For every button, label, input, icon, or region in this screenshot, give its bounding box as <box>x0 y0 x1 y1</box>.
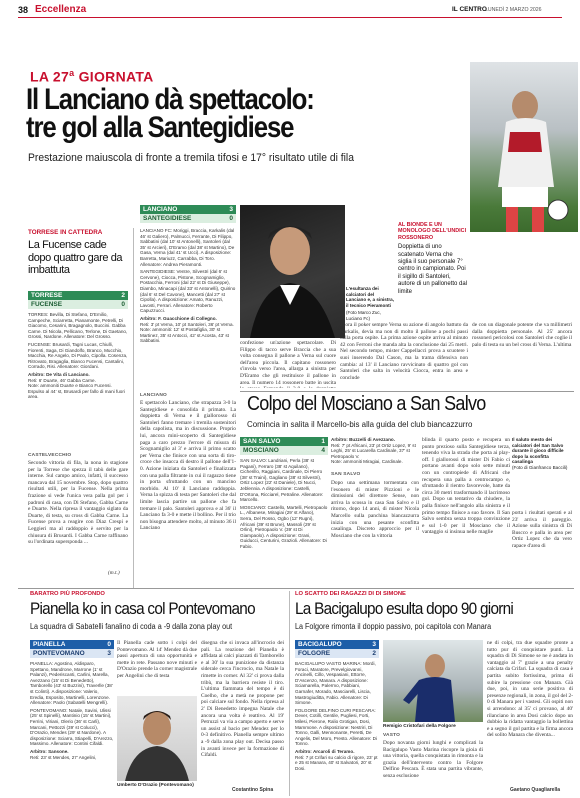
torres-row-home: TORRESE 2 <box>28 291 128 300</box>
mosciano-row-away: MOSCIANO 4 <box>240 446 328 455</box>
lanciano-scoreboard <box>140 205 236 223</box>
bacigalupo-tag: LO SCATTO DEI RAGAZZI DI DI SIMONE <box>295 591 406 597</box>
bacigalupo-scoreboard <box>295 640 379 658</box>
mosciano-body-col1: Dopo una settimana tormentata con l'esonero di mister Pizzioni e le dimissioni del direttore Sense, non arriva la scossa in casa San Salvo e il ritorno, dopo 14 anni, di mister Nicola Marcello sulla panchina biancazzurra inizia con una pesante sconfitta casalinga. Discreto approccio per il Mosciano che con la vittoria <box>331 480 419 539</box>
pianella-signature: Costantino Spina <box>232 787 274 793</box>
issue-date: LUNEDÌ 2 MARZO 2026 <box>485 7 542 13</box>
pianella-body-col1: Il Pianella cade sotto i colpi del Pontevomano. Al 14' Mendez dà due passi apertura di una opportunità e mette in rete. Passano nove minuti e D'Orazio prende la corner magistrale per Angelini che di testa <box>117 640 197 679</box>
headline-line-2: tre gol alla Santegidiese <box>26 111 294 144</box>
bacigalupo-subtitle: La Folgore rimonta il doppio passivo, poi capitola con Manara <box>295 622 492 631</box>
lanciano-body-col4: de con un diagonale potente che va millimetri dalla doppietta personale. Al 25' ancora rossoneri pericolosi con Santoleri che coglie il palo di testa su un bel cross di Verna. L'ultima <box>472 322 572 348</box>
torres-lineup: TORRES: Bevilla, Di Stefano, D'Emilio, Campeche, Sciarretta, Pianamonte, Petrelli, Di Giacomo, Cesarini, Bragagnolo, Buccini. Gabba Carne. Di Nicola, Pellicano, Terlone, Di Gaetano, Grossi, Nardone. Allenatore: Del Grosso. FUCENSE: Brusardi, Tagni Lucas, Chiulli, Fiorenti, Saga, Di Giandolfo, Branco, Mucchio, Macchia, Re Angelo, Di Paolo, Cipolla. Cosenza, Ritrovato, Bragaglia, Bianco Fucensi, Cantalini, Corrado, Risi. Allenatore: Giordani. Arbitro: De Vita di Lanciano. Reti: 6' Duarte, 46' Gabba Carne. Note: ammoniti Duarte e Bianco Fucensi. Espulso al 44' st, Brusardi per fallo di mani fuori area. <box>28 312 128 400</box>
bacigalupo-body-col1: Dopo novanta giorni lunghi e complicati la Bacigalupo Vasto Marina riscopre la gioia di una vittoria, quella conquistata in rimonta e la grazia dell'intervento contro la Folgore Delfino Pescara. È stata una partita vibrante, senza esclusione <box>383 740 483 779</box>
torres-body: Secondo vittoria di fila, la nona in stagione per la Torrese che spezza il tabù delle gare interne. Sul campo amico, infatti, il successo mancava dal 15 novembre. Stop, dopo quattro risultati utili, per la Fucense. Nella prima frazione si vede l'unica vera palla gol per i padroni di casa, con Di Stefano, Gabba Carne e Duarte. Nella ripresa il vantaggio siglato da Duarte, di testa, su cross di Gabba Carne. La Fucense prova a reagire con Diaz Crespi e Leggieri ma al raddoppio è servito per la chiusura di Brusardi. I Gabba Carne raffinano su l'ordinata supersponda ... <box>28 460 128 546</box>
headline-line-1: Il Lanciano dà spettacolo: <box>26 83 314 116</box>
lanciano-dateline: LANCIANO <box>140 393 167 398</box>
bottom-section-rule <box>18 588 574 589</box>
pianella-subtitle: La squadra di Sabatelli fanalino di coda a -9 dalla zona play out <box>30 622 233 631</box>
lanciano-body-col1: È spettacolo Lanciano, che strapazza 3-0 la Santegidiese e consolida il primato. La doppietta di Verna e il giallorosso di Santoleri fanno tremare i tremila sostenitori della capolista, ma in discussione. Proprio lui, ancora mini-scoperto di Santegidiese paga a caro prezzo l'errore di misura di Scognamiglio al 3' e arriva il primo scatto per Verna che finisce con una sorta di tiro-croce che insacca di destro il pallone dell'1-0. Azione iniziata da Santoleri e finalizzata con una palla filtrante in cui il ragazzo tiene in porta sfruttando con un mancino morbido. Al 10' il Lanciano raddoppia. Verna la spizza di testa per Santoleri che dal limite lascia partire un pallone che fa tremare il palo. Santoleri approva e al 36' il Lanciano fa 3-0 e mette il bollino. Per il trio non bisogna attendere molto, al minuto 36 il Lanciano <box>140 400 236 532</box>
torres-signature: (m.t.) <box>108 570 120 576</box>
column-divider-1 <box>133 228 134 588</box>
dorazio-photo <box>117 696 197 781</box>
lanciano-side-pullout <box>398 222 468 296</box>
mosciano-match-info: Arbitro: Buzzelli di Avezzano. Reti: 7' pt Africani, 23' pt Ortiz Lopez, 9' st Leghi, 25' st Lucarella Cardinale, 37' st Pietropaolo V. Note: ammoniti Miragiai, Cardinale. <box>331 437 416 465</box>
cristofari-photo-caption: Remigio Cristofari della Folgore <box>383 724 456 729</box>
bacigalupo-row-away: FOLGORE 2 <box>295 649 379 658</box>
pianella-scoreboard <box>30 640 114 658</box>
mosciano-scoreboard <box>240 437 328 455</box>
page-number: 38 <box>18 5 29 15</box>
mosciano-headline: Colpo del Mosciano a San Salvo <box>247 393 486 415</box>
side-pullout-tag: AL BIONDE E UN MONOLOGO DELL'UNDICI ROSSONERO <box>398 222 467 241</box>
header-rule <box>18 17 562 18</box>
main-headline <box>26 83 404 144</box>
section-name: Eccellenza <box>35 4 87 15</box>
pianella-tag: BARATRO PIÙ PROFONDO <box>30 591 105 597</box>
dorazio-photo-caption: Umberto D'Orazio (Pontevomano) <box>117 783 194 788</box>
mosciano-dateline: SAN SALVO <box>331 472 361 477</box>
bacigalupo-signature: Gaetano Quagliarella <box>510 787 561 793</box>
column-divider-bottom <box>289 591 290 796</box>
page-header <box>0 0 580 20</box>
bacigalupo-body-col2: ne di colpi, tra due squadre pronte a tutto pur di conquistare punti. La squadra di Di Simone se ne è andata in vantaggio al 7' grazie a una penalty calciata da Crifari. La squadra di casa è partita subito fortissima, prima di subire la pressione con Manara. Già due, poi, in una serie positiva di presenze regionali, in zona, il gol del 2-0 di Manara per i vastesi. Gli ospiti non si arrendono: al 35' ci provano, al 40' rilanciano in area Dosi calcio dopo un dubbio la ridatta vantaggio la bollettina e a segno il gol partita e la firma ancora del solito Manara che diventa... <box>487 640 573 739</box>
lanciano-lineup: LANCIANO FC: Moriggi, Braccia, Karkalis (dal 46' st Galiero), Palmucci, Ferrante, Di Filippo, Sabbatini (dal 10' st Antonelli), Santoleri (dal 35' st Arcieri), D'Eramo (dal 38' st Martino), De Gasa, Verna (dal 41' st Ucci). A disposizione: Barretta, Mariuzz, Carrabba, Di Toro. Allenatore: Andrea Pieramonti. SANTEGIDIESE: Ventre, Silvestri (dal 6' st Cervone), Ciocca, Pistone, Scognamiglio, Postacchia, Ferroni (dal 22' st Di Giuseppe), Diambo, Minacapi (dal 33' st Antonelli), Quirino (dal 6' st Del Cavone), Mancetti (dal 27' st Cipolla). A disposizione: Amato, Ranuzzi, Lavosti, Ferrari. Allenatore: Roberto Capuzzucci. Arbitro: F. Guacchione di Collegno. Reti: 3' pt Verna, 10' pt Santoleri, 36' pt Verna. Note: ammoniti: 12' st Postafiglia, 30' st Martinez, 35' st Antocci, 42' st Acosta, 43' st Sabbatini. <box>140 228 236 344</box>
player-silhouette <box>470 62 578 232</box>
mosciano-subtitle: Comincia in salita il Marcello-bis alla guida del club biancazzurro <box>247 419 473 429</box>
torres-dateline: CASTELVECCHIO <box>28 453 72 458</box>
torres-title: La Fucense cade dopo quattro gare da imbattuta <box>28 239 123 276</box>
dorazio-silhouette <box>117 696 197 781</box>
torres-tag: TORRESE IN CATTEDRA <box>28 229 103 236</box>
coach-photo <box>240 205 345 338</box>
lanciano-body-col3: allora il poker sempre Verna su azione di angolo battuto da Karkalis, devia ma non di molto il pallone a pochi passi dalla porta ospite. La prima azione ospite arriva al minuto 42 con Ferroni che manda alta la conclusione dai 25 metri. Nel secondo tempo, mister Cappellacci prova a scuotere i suoi inserendo Dal Cason, ma la trama difensiva non cambia: al 13' il Lanciano ravvicinato di quattro gol con Santoleri che salta in velocità Ciocca, entra in area e conclude <box>340 322 468 381</box>
mosciano-lineup: SAN SALVO: Landriani, Perla (38' st Pagani), Ferraro (38' st Aquilano), Cicherillo, Raggiani, Cardinale, Di Pierro (38' st Traini), Gagliano (38' st Silvestri), Ortiz Lopez (22' st Daniele), Di Nucci, Jeblennia. A disposizione: Castelli, D'Ortona, Ricciarel, Petraline. Allenatore: Marcello. MOSCIANO: Castello, Martelli, Pietropaolo L., Albanese, Miragiai (29' st Alfano), Serra, Del Rosso, Ogbo (12' Rugni), Africani (39' st Brune), Massoli (29' st Orlini), Pietropaolo V. (39' st Di Giampaolo). A disposizione: Grani, Guiducci, Centurini, Grazioli. Allenatore: Di Fabio. <box>240 458 328 549</box>
coach-silhouette <box>240 205 345 338</box>
cristofari-silhouette <box>383 640 483 722</box>
pianella-row-away: PONTEVOMANO 3 <box>30 649 114 658</box>
kicker: LA 27$^a$ GIORNATA <box>30 68 154 85</box>
bacigalupo-lineup: BACIGALUPO VASTO MARINA: Mordi, Foraci, Maratore, Prevelgiovanni, Ancinelli, Cillo, Vespasiani, Ettorre, D'Ascenzo, Manara. A disposizione: Sciamarella, Palermo, Fabbiani, Garnafer, Morado, Masciarelli, Liscia, Mastrogiuditta, Fabio. Allenatore: Di Simone. FOLGORE DELFINO CURI PESCARA: Dever, Cotilli, Gentile, Pugliesi, Forti, Milesi, Pierone, Ralio Grotigan, Dosi, Mammone. A disposizione: Nestriri, Di Tonno, Galli, Mennonante, Peretti, De Angelis, Del Moro, Presto. Allenatore: Di Tonno. Arbitro: Arcaroli di Teramo. Reti: 7 pt Crifari su calcio di rigore, 23' pt e 25 st Manara, 40' st Salvatori, 20' st Dosi. <box>295 661 378 771</box>
mosciano-body-col2: blinda il quarto posto e recupera un punto prezioso sulla Santegidiese terza, tenendo viva la strada che porta ai play-off. I giallorossi di mister Di Fabio ci portano avanti dopo solo sette minuti con un contropiede di Africani che recupera una palla a centrocampo e, sfruttando il rientro favorevole, batte da circa 30 metri trasformando il lacrimoso gol. Dopo un tentativo da chiudere, la palla finisce nell'angolo alla sinistra e il primo tempo finisce a suo favore. Il San Salvo sembra senza troppa convinzione e sul 1-0 per il Mosciano che il vantaggio si insinua nelle maglie <box>422 437 510 536</box>
pianella-headline: Pianella ko in casa col Pontevomano <box>30 599 255 618</box>
paper-name: IL CENTRO <box>452 6 487 13</box>
cristofari-photo <box>383 640 483 722</box>
mosciano-top-rule <box>240 391 574 392</box>
torres-scoreboard <box>28 291 128 309</box>
mosciano-row-home: SAN SALVO 1 <box>240 437 328 446</box>
main-subtitle: Prestazione maiuscola di fronte a tremila tifosi e 17° risultato utile di fila <box>28 152 354 164</box>
lanciano-photo-caption: L'esultanza dei calciatori del Lanciano e, a sinistra, il tecnico Pieramonti (Foto Marco Zuc, Luciano Fc) <box>346 286 394 321</box>
side-pullout-text: Doppietta di uno scatenato Verna che siglia il suo personale 7° centro in campionato. Poi il sigillo di Santoleri, autore di un pallonetto dal limite <box>398 244 468 295</box>
bacigalupo-row-home: BACIGALUPO 3 <box>295 640 379 649</box>
pianella-lineup: PIANELLA: Agostino, Aldisparo, Spettano, Mandrone, Marrone (1' st Palanzi), Pederiscanti, Carlini, Marella, Avezzano (15' st Di Benedetto), Tamborello (43' st Buzzini), Traverlle (38' st Colinti). A disposizione: Valerio, Eredia, Esposito, Martinelli, Lorenzone. Allenatore: Paolo (Sabatelli Mengrelli). PONTEVOMANO: Natale, Savini, Ulissi (25' st Spinelli), Mantinio (15' st Martini), Ferrini, Viriani, Olerio (36' st Carli), Marcani, Pettozzi (39' st Colucci), D'Orazio, Mendes (29' st Nardone). A disposizione: Sciarra, Stiapelli, D'Arezzo, Massimo. Allenatore: Contini Cifaldi. Arbitro: Sansone. Reti: 23' st Mendes, 27' Angelini, <box>30 661 114 760</box>
lanciano-row-away: SANTEGIDIESE 0 <box>140 214 236 223</box>
pianella-body-col2: disegna che si invaca all'incrocio dei pali. La reazione del Pianella è affidata ai calci piazzati di Tamborello e al 30' la sua punizione da distanza siderale cerca l'incrocio, ma Natale la rimette in corner. Al 32' ci prova dalla tribù, ma la barriera resiste il tiro. L'ultima fiammata del tempo è di Coelho, che a metà ne propone per poi calciare sul fondo. Nella ripresa al 2' Di Benedetto impegna Natale che ancora una volta è reattivo. Al 19' Petruzzi va via a campo aperto e serve un assist al bacio per Mendez per lo 0-3 definitivo. Pianella sempre ultimo a -9 dalla zona play out. Decisa passo in avanti invece per la formazione di Cifaldi. <box>201 640 284 759</box>
pianella-row-home: PIANELLA 0 <box>30 640 114 649</box>
bacigalupo-headline: La Bacigalupo esulta dopo 90 giorni <box>295 599 514 618</box>
lanciano-row-home: LANCIANO 3 <box>140 205 236 214</box>
celebration-photo <box>470 62 578 232</box>
mosciano-body-col3: porta i risultati sperati e al 23' arriva il pareggio. Azione sulla sinistra di Di Buscco e palla in area per Ortiz Lopez che da vero rapace d'area di <box>512 510 572 549</box>
lanciano-body-col2: confezione un'azione spettacolare. Di Filippo di tacco serve Braccia che a sua volta consegna il pallone a Verna sul cuore dell'area piccola. Il capitano rossonero s'invola verso l'area, allarga a sinistra per D'Eramo che gli restituisce il pallone in area. Il numero 14 rossonero batte in uscita <box>240 340 336 386</box>
bacigalupo-dateline: VASTO <box>383 733 401 738</box>
mosciano-photo-caption: Il saluto mesto dei calciatori del San Salvo durante il gioco difficile dopo la sconfitta casalinga (Foto di Gianfranco Baccili) <box>512 437 568 470</box>
torres-row-away: FUCENSE 0 <box>28 300 128 309</box>
